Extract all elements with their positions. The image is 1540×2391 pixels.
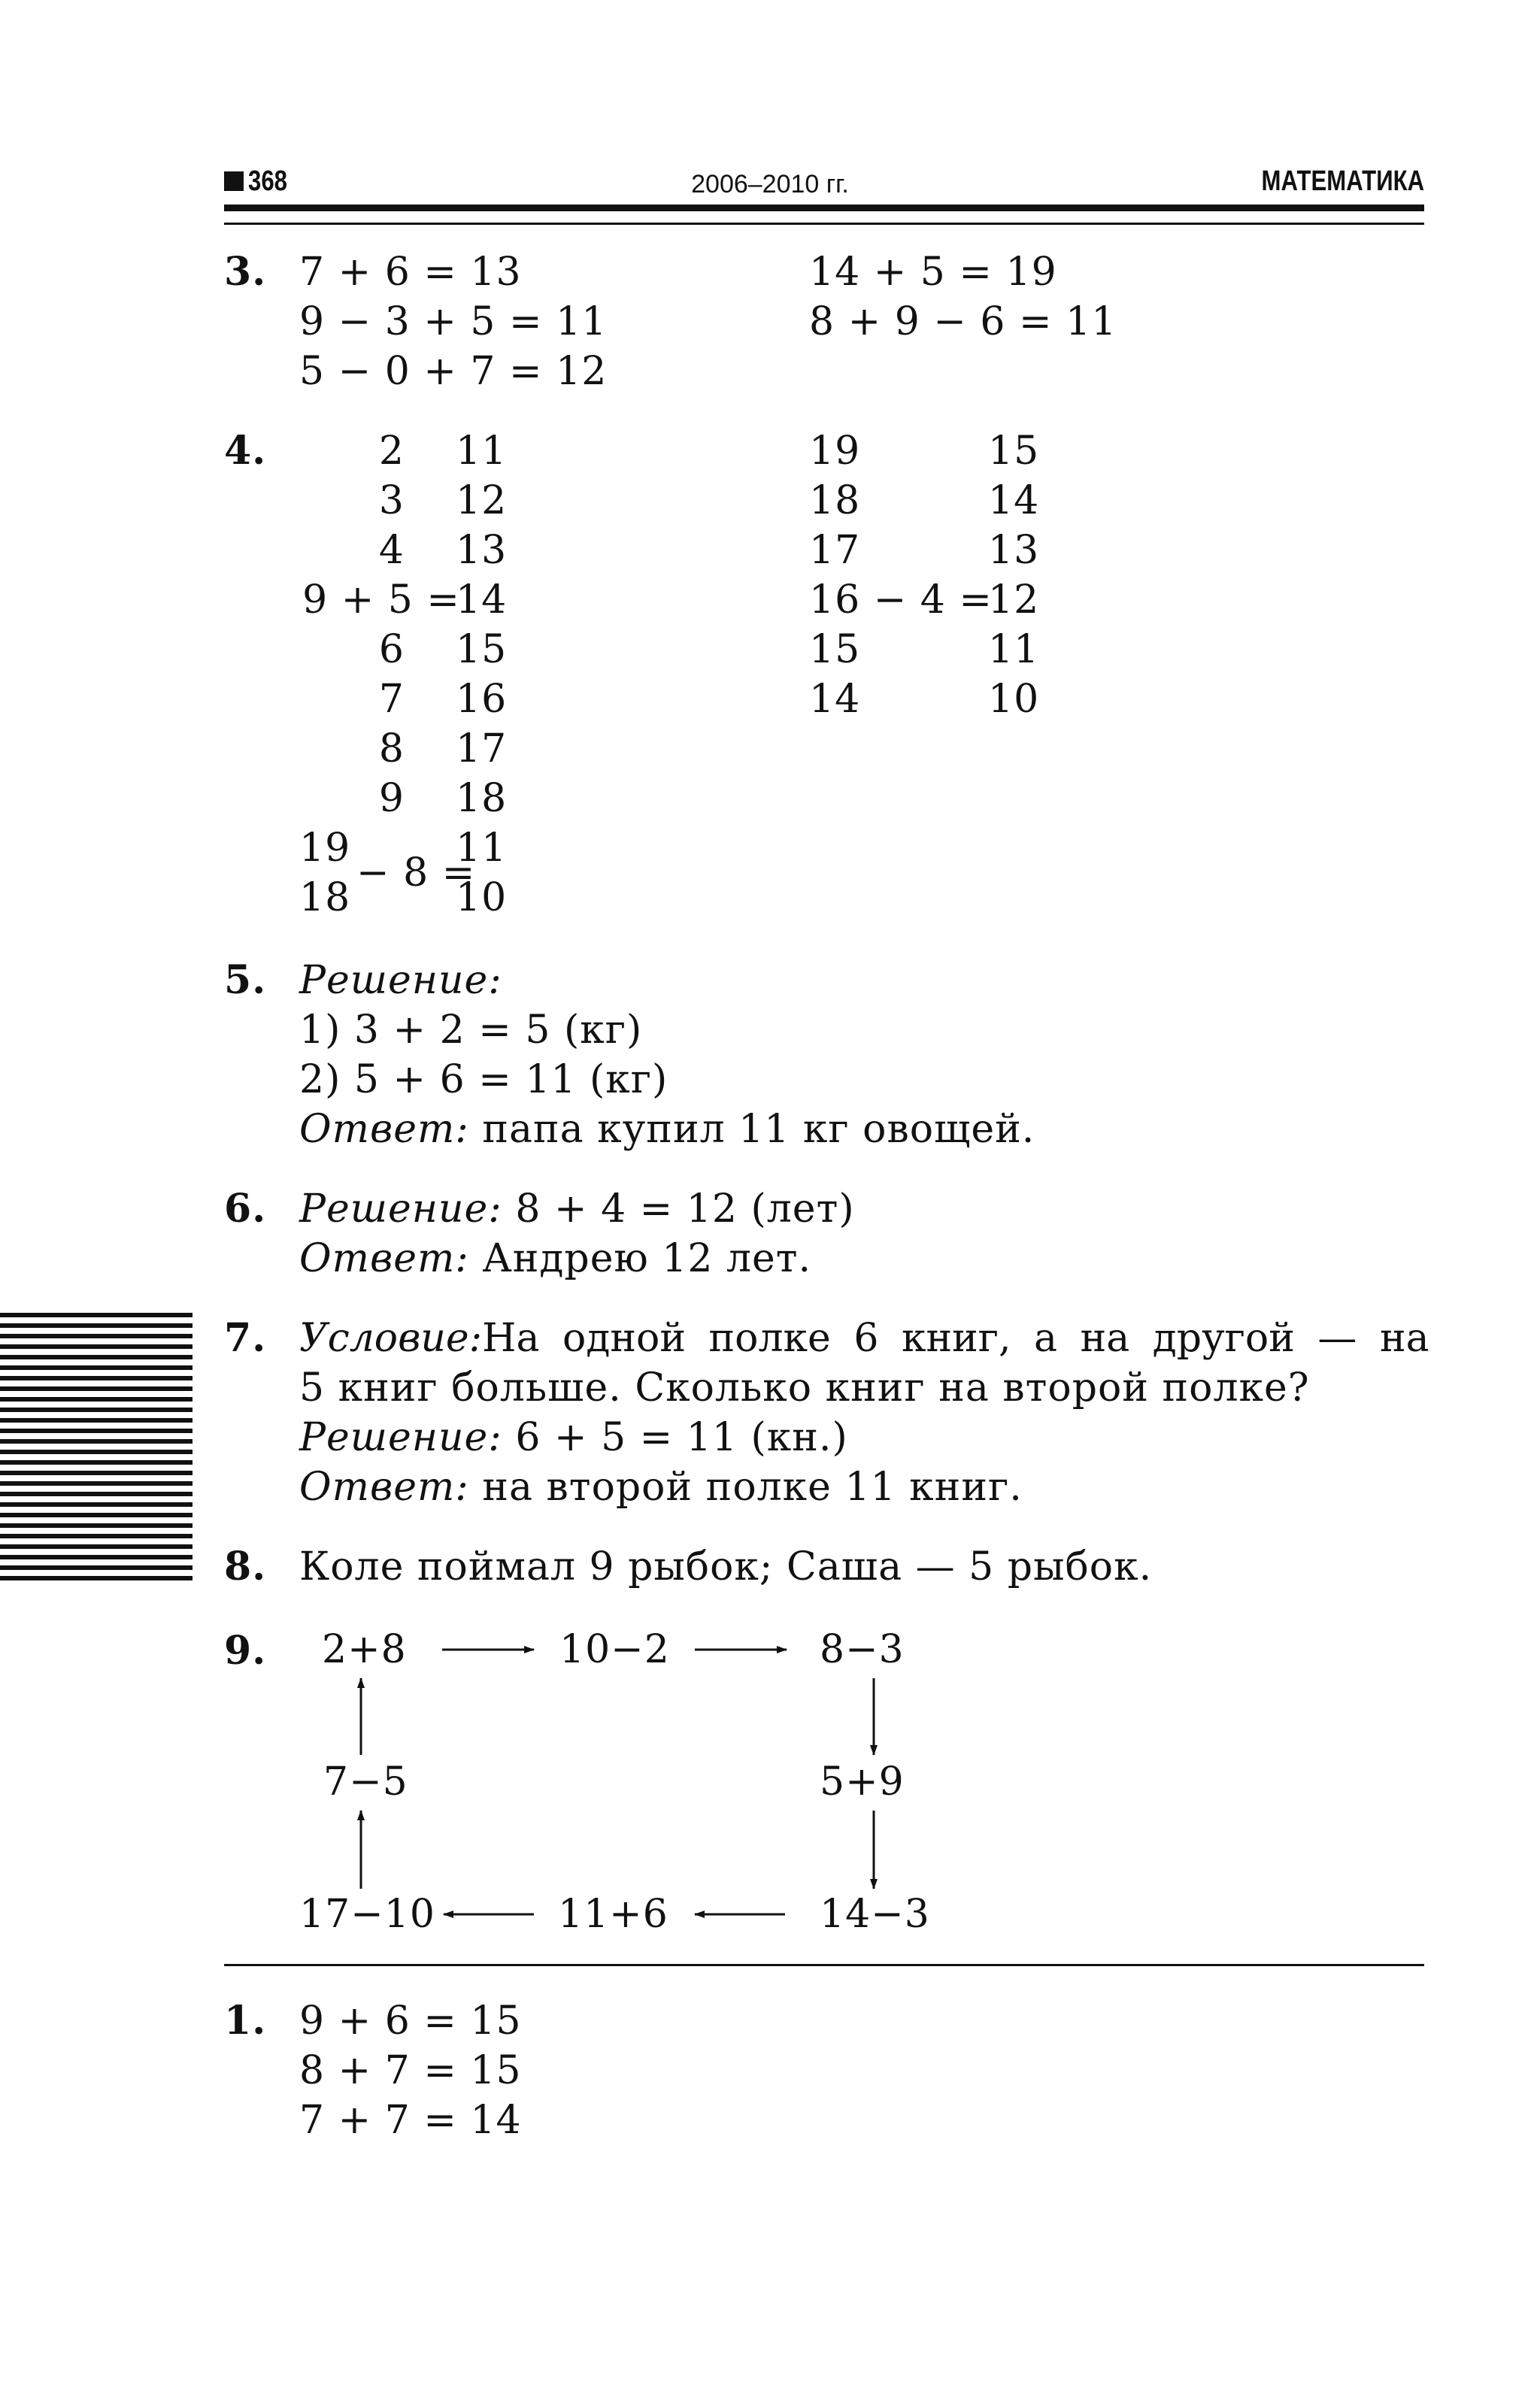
- solution-step: 2) 5 + 6 = 11 (кг): [299, 1057, 668, 1102]
- page-number: 368: [248, 165, 287, 197]
- result: 13: [988, 528, 1040, 573]
- operand: 3: [378, 478, 405, 523]
- equation: 14 + 5 = 19: [809, 250, 1057, 295]
- equation: 8 + 7 = 15: [299, 2048, 522, 2093]
- result: 11: [988, 627, 1040, 672]
- equation: 8 + 9 − 6 = 11: [809, 299, 1117, 344]
- result: 16: [456, 677, 508, 722]
- result: 10: [456, 875, 508, 920]
- solution-label: Решение:: [299, 1415, 502, 1460]
- result: 17: [456, 726, 508, 771]
- operand: 7: [378, 677, 405, 722]
- chain-node: 8−3: [820, 1627, 905, 1672]
- result: 10: [988, 677, 1040, 722]
- operand: 17: [809, 528, 861, 573]
- equation: 9 − 3 + 5 = 11: [299, 299, 608, 344]
- answer-label: Ответ:: [299, 1236, 469, 1281]
- operand: 19: [809, 429, 861, 474]
- equation: 9 + 6 = 15: [299, 1999, 522, 2044]
- chain-node: 11+6: [558, 1892, 668, 1937]
- operand: 2: [378, 429, 405, 474]
- result: 15: [988, 429, 1040, 474]
- result: 14: [988, 478, 1040, 523]
- chain-node: 17−10: [299, 1892, 435, 1937]
- equation: 7 + 7 = 14: [299, 2098, 522, 2143]
- task-number: 5.: [224, 957, 267, 1003]
- result: 14: [456, 577, 508, 623]
- chain-node: 10−2: [559, 1627, 670, 1672]
- solution-step: 1) 3 + 2 = 5 (кг): [299, 1008, 643, 1053]
- result: 12: [456, 478, 508, 523]
- operand: 4: [378, 528, 405, 573]
- answer-label: Ответ:: [299, 1107, 469, 1152]
- operand: 9: [378, 776, 405, 821]
- operand: 15: [809, 627, 861, 672]
- operator: − 8 =: [356, 850, 476, 895]
- condition-text: 5 книг больше. Сколько книг на второй полке?: [299, 1365, 1310, 1411]
- task-number: 4.: [224, 428, 267, 474]
- operand: 18: [299, 875, 351, 920]
- solution-label: Решение:: [299, 1186, 502, 1232]
- operand: 18: [809, 478, 861, 523]
- task-number: 3.: [224, 249, 267, 295]
- chain-node: 14−3: [820, 1892, 930, 1937]
- solution-label: Решение:: [299, 958, 502, 1003]
- chain-node: 7−5: [323, 1759, 408, 1805]
- answer-text: Андрею 12 лет.: [482, 1236, 812, 1281]
- equation: 7 + 6 = 13: [299, 250, 522, 295]
- year-range: 2006–2010 гг.: [691, 170, 849, 198]
- result: 13: [456, 528, 508, 573]
- solution-text: 8 + 4 = 12 (лет): [515, 1186, 855, 1232]
- task-number: 6.: [224, 1186, 267, 1232]
- result: 18: [456, 776, 508, 821]
- result: 11: [456, 826, 508, 871]
- task-number: 9.: [224, 1628, 267, 1674]
- expression: 16 − 4 =: [809, 577, 993, 623]
- answer-label: Ответ:: [299, 1465, 469, 1510]
- condition-text: На одной полке 6 книг, а на другой — на: [482, 1316, 1429, 1361]
- section-separator: [224, 1964, 1424, 1966]
- operand: 19: [299, 826, 351, 871]
- operand: 8: [378, 726, 405, 771]
- chain-node: 5+9: [820, 1759, 905, 1805]
- answer-text: на второй полке 11 книг.: [482, 1465, 1023, 1510]
- solution-text: 6 + 5 = 11 (кн.): [515, 1415, 848, 1460]
- subject-title: МАТЕМАТИКА: [1261, 165, 1424, 197]
- task-number: 1.: [224, 1998, 267, 2044]
- answer-text: Коле поймал 9 рыбок; Саша — 5 рыбок.: [299, 1544, 1153, 1589]
- operand: 6: [378, 627, 405, 672]
- result: 15: [456, 627, 508, 672]
- result: 12: [988, 577, 1040, 623]
- expression: 9 + 5 =: [302, 577, 460, 623]
- task-number: 8.: [224, 1544, 267, 1589]
- condition-label: Условие:: [299, 1316, 483, 1361]
- operand: 14: [809, 677, 861, 722]
- task-number: 7.: [224, 1315, 267, 1361]
- answer-text: папа купил 11 кг овощей.: [482, 1107, 1035, 1152]
- result: 11: [456, 429, 508, 474]
- chain-node: 2+8: [322, 1627, 407, 1672]
- equation: 5 − 0 + 7 = 12: [299, 349, 608, 394]
